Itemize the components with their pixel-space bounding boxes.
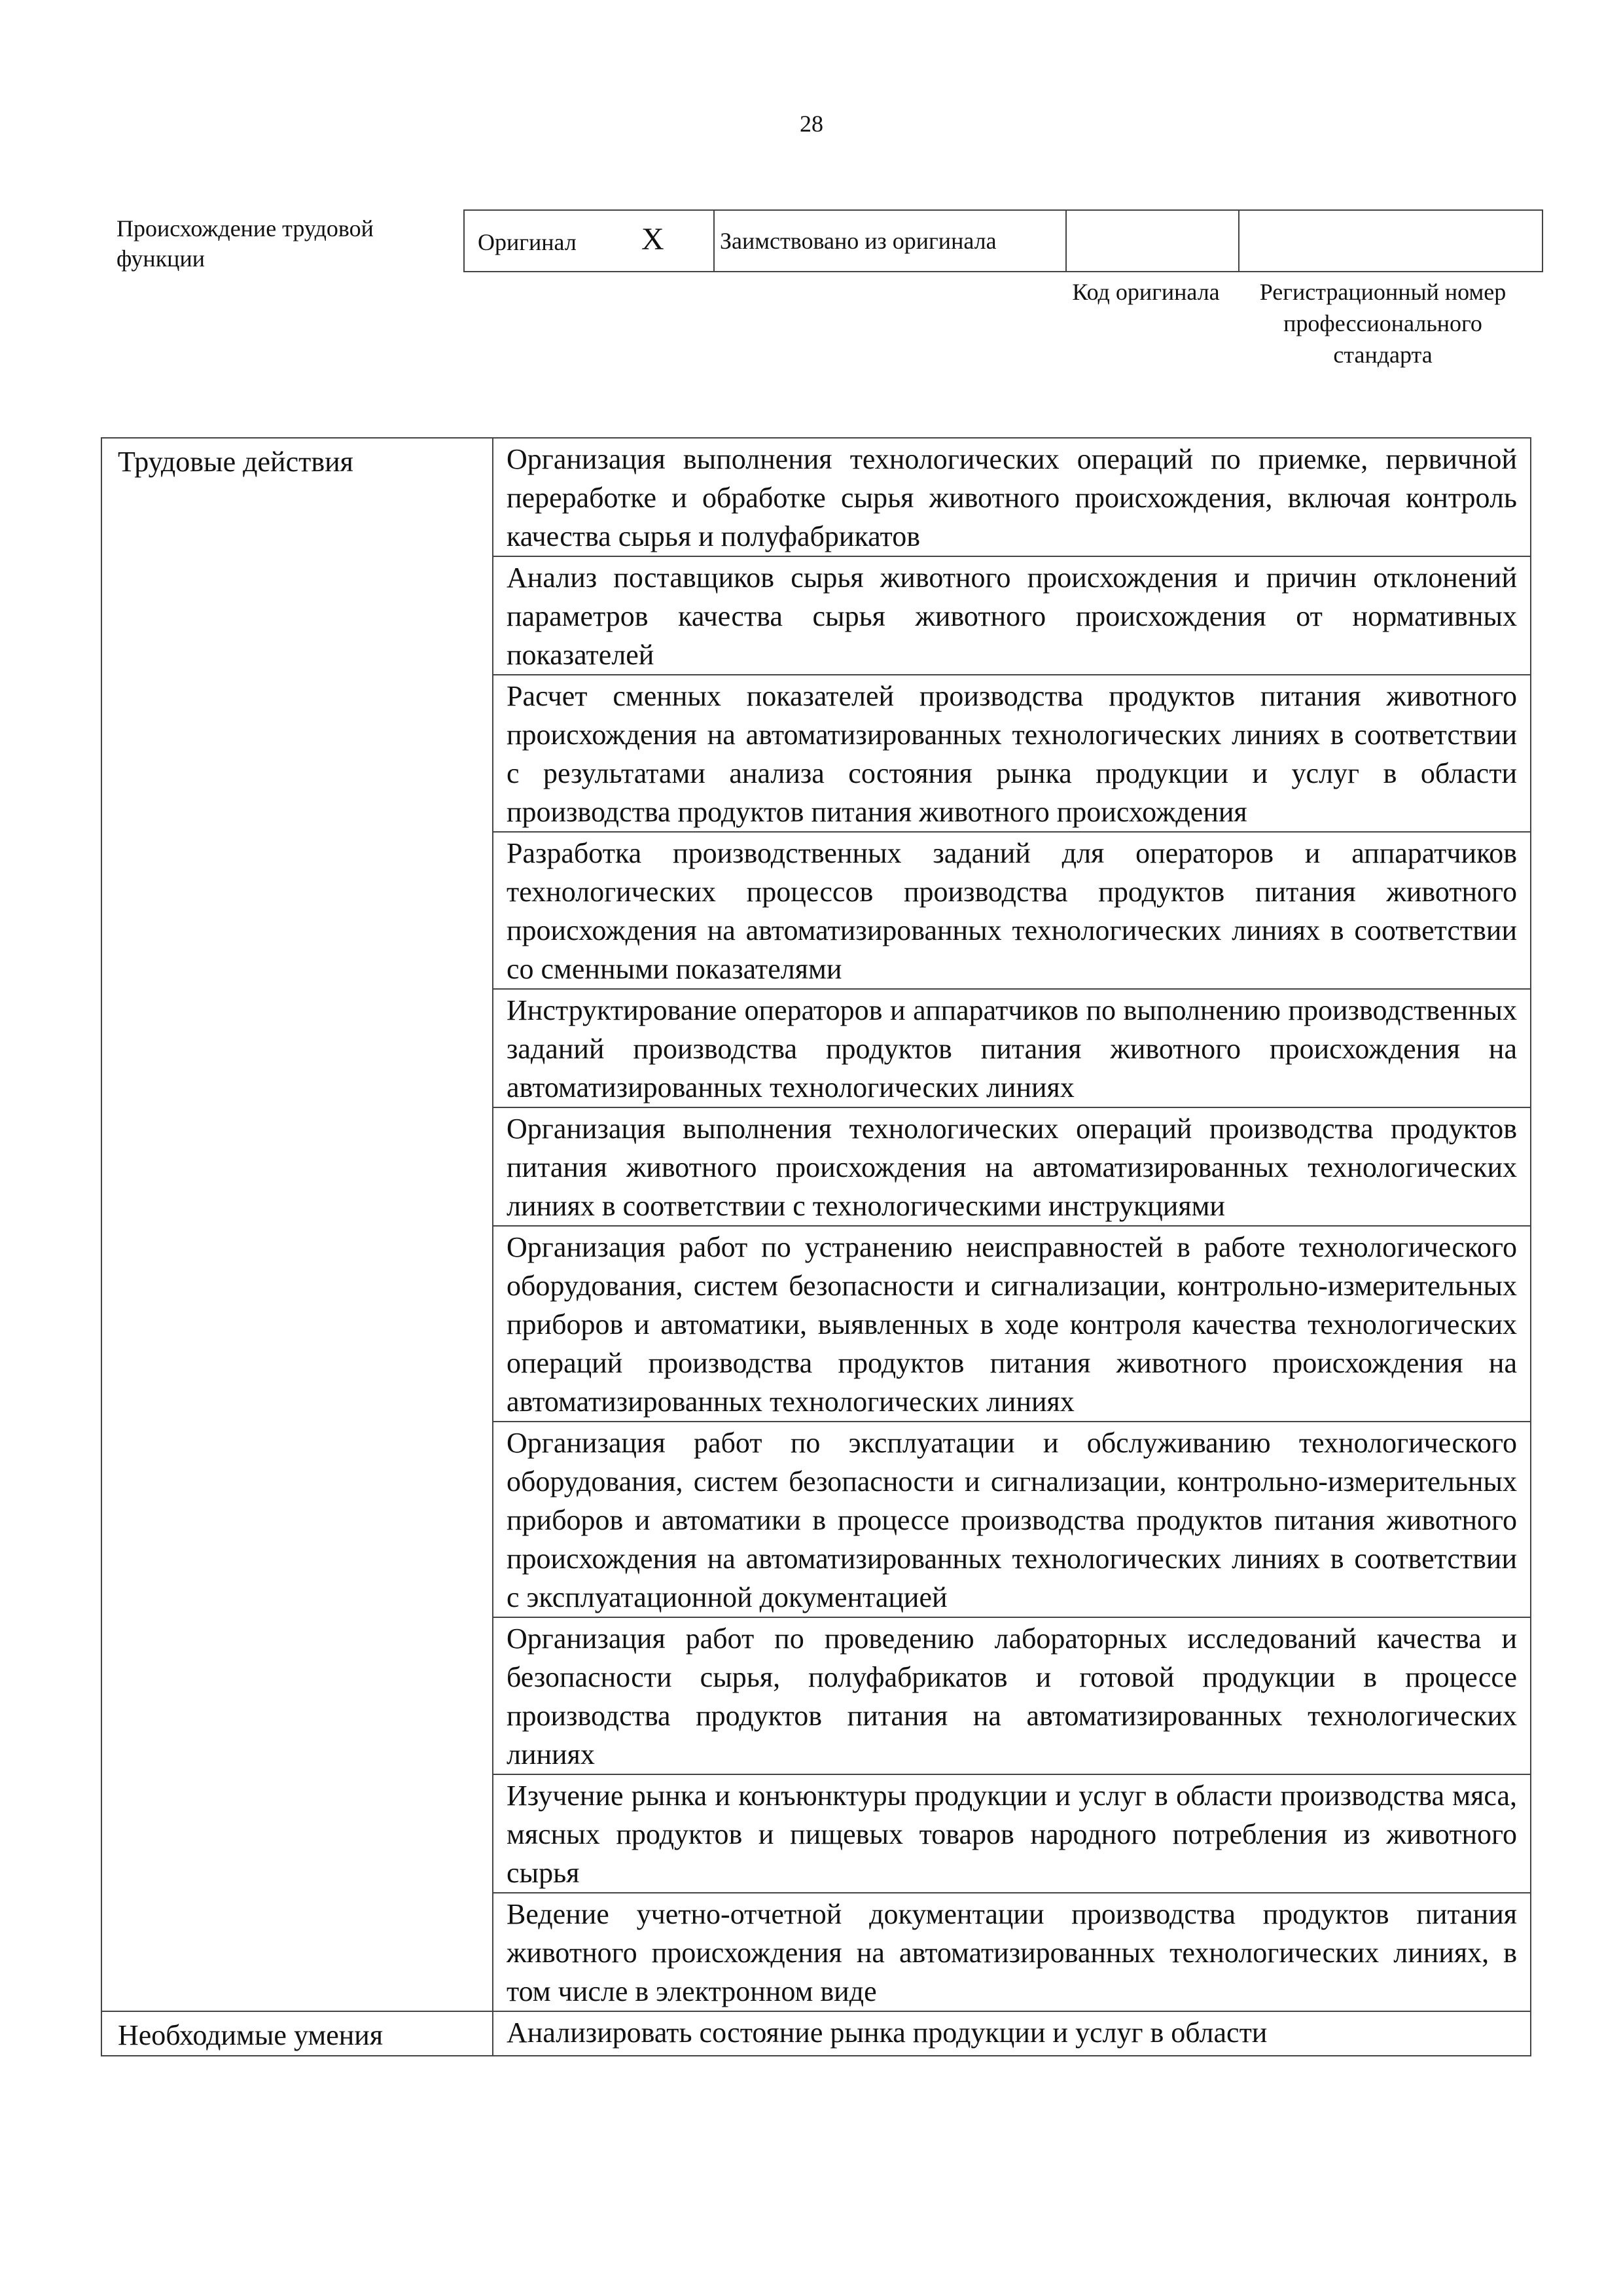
original-mark: X	[641, 222, 664, 257]
labor-action-item: Анализ поставщиков сырья животного происхождения и причин отклонений параметров качества сырья животного происхождения от нормативных показателей	[493, 556, 1531, 675]
labor-action-item: Организация выполнения технологических операций по приемке, первичной переработке и обработке сырья животного происхождения, включая контроль качества сырья и полуфабрикатов	[493, 438, 1531, 556]
labor-action-item: Организация работ по проведению лабораторных исследований качества и безопасности сырья, полуфабрикатов и готовой продукции в процессе производства продуктов питания на автоматизированных технологических линиях	[493, 1617, 1531, 1774]
skills-heading: Необходимые умения	[101, 2011, 493, 2056]
reg-number-cell	[1239, 210, 1543, 272]
original-cell	[464, 210, 714, 272]
code-caption: Код оригинала	[1072, 279, 1220, 305]
page-number: 28	[800, 111, 823, 137]
original-label: Оригинал	[478, 229, 577, 255]
labor-action-item: Организация выполнения технологических операций производства продуктов питания животного происхождения на автоматизированных технологических линиях в соответствии с технологическими инструкциями	[493, 1107, 1531, 1226]
origin-label: Происхождение трудовой функции	[116, 215, 374, 272]
labor-action-item: Расчет сменных показателей производства продуктов питания животного происхождения на автоматизированных технологических линиях в соответствии с результатами анализа состояния рынка продукции и услуг в области производства продуктов питания животного происхождения	[493, 675, 1531, 832]
table-row	[101, 438, 1531, 556]
borrowed-cell: Заимствовано из оригинала	[714, 210, 1066, 272]
labor-action-item: Ведение учетно-отчетной документации производства продуктов питания животного происхождения на автоматизированных технологических линиях, в том числе в электронном виде	[493, 1893, 1531, 2011]
reg-number-caption: Регистрационный номер профессионального стандарта	[1259, 279, 1507, 368]
labor-function-table	[101, 437, 1531, 2056]
labor-action-item: Изучение рынка и конъюнктуры продукции и услуг в области производства мяса, мясных продуктов и пищевых товаров народного потребления из животного сырья	[493, 1774, 1531, 1893]
labor-action-item: Разработка производственных заданий для операторов и аппаратчиков технологических процессов производства продуктов питания животного происхождения на автоматизированных технологических линиях в соответствии со сменными показателями	[493, 832, 1531, 989]
origin-table	[463, 209, 1543, 272]
labor-action-item: Организация работ по эксплуатации и обслуживанию технологического оборудования, систем безопасности и сигнализации, контрольно-измерительных приборов и автоматики в процессе производства продуктов питания животного происхождения на автоматизированных технологических линиях в соответствии с эксплуатационной документацией	[493, 1422, 1531, 1617]
code-cell	[1066, 210, 1239, 272]
table-row	[101, 2011, 1531, 2056]
labor-action-item: Организация работ по устранению неисправностей в работе технологического оборудования, систем безопасности и сигнализации, контрольно-измерительных приборов и автоматики, выявленных в ходе контроля качества технологических операций производства продуктов питания животного происхождения на автоматизированных технологических линиях	[493, 1226, 1531, 1422]
labor-actions-heading: Трудовые действия	[101, 438, 493, 2011]
labor-action-item: Инструктирование операторов и аппаратчиков по выполнению производственных заданий производства продуктов питания животного происхождения на автоматизированных технологических линиях	[493, 989, 1531, 1107]
skill-item: Анализировать состояние рынка продукции и услуг в области	[493, 2011, 1531, 2056]
